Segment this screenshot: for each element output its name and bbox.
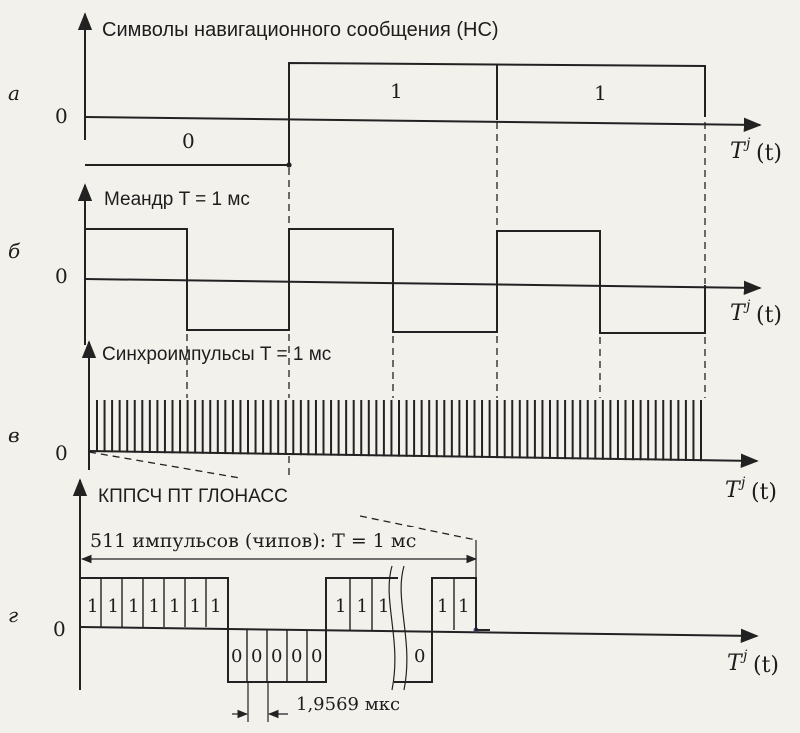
chip-label-one: 1 <box>210 596 222 617</box>
panel-b-title: Меандр T = 1 мс <box>104 189 250 210</box>
chip-label-one: 1 <box>378 596 390 617</box>
chip-label-zero-break: 0 <box>414 646 426 667</box>
panel-a-title: Символы навигационного сообщения (НС) <box>102 19 499 41</box>
axis-label-sup: j <box>746 298 751 314</box>
axis-label-arg: (t) <box>756 141 783 166</box>
chip-label-one: 1 <box>128 596 140 617</box>
panel-b-letter: б <box>8 239 21 263</box>
panel-a-zero: 0 <box>55 104 68 128</box>
panel-c-zero: 0 <box>55 441 68 465</box>
chip-label-one: 1 <box>458 596 470 617</box>
span-label: 511 импульсов (чипов): T = 1 мс <box>90 530 417 552</box>
axis-label-arg: (t) <box>751 480 778 505</box>
chip-label-zero: 0 <box>231 646 243 667</box>
panel-d-title: КППСЧ ПТ ГЛОНАСС <box>98 486 288 507</box>
panel-d-letter: г <box>8 603 19 627</box>
panel-d-time-axis <box>80 627 757 636</box>
panel-b <box>8 185 782 345</box>
chip-label-zero: 0 <box>291 646 303 667</box>
panel-c-letter: в <box>8 423 20 447</box>
panel-a <box>8 14 782 168</box>
chip-width-label: 1,9569 мкс <box>296 694 401 715</box>
panel-c-title: Синхроимпульсы T = 1 мс <box>102 344 332 365</box>
panel-d-zero: 0 <box>53 617 66 641</box>
chip-label-zero: 0 <box>271 646 283 667</box>
chip-label-one: 1 <box>87 596 99 617</box>
axis-label-sup: j <box>746 136 751 152</box>
zoom-guide-left <box>89 452 240 478</box>
nav-symbol-2: 1 <box>390 79 403 103</box>
panel-d <box>8 480 779 722</box>
chip-label-one: 1 <box>107 596 119 617</box>
chip-label-one: 1 <box>335 596 347 617</box>
chip-label-one: 1 <box>437 596 449 617</box>
nav-symbol-1: 0 <box>182 129 195 153</box>
chip-label-one: 1 <box>356 596 368 617</box>
nav-symbol-3: 1 <box>594 81 607 105</box>
chip-label-zero: 0 <box>251 646 263 667</box>
panel-b-zero: 0 <box>55 264 68 288</box>
chip-label-zero: 0 <box>311 646 323 667</box>
axis-label-sup: j <box>741 475 746 491</box>
axis-label-main: T <box>725 478 740 503</box>
axis-label-arg: (t) <box>753 653 780 678</box>
panel-a-axis-label <box>730 136 782 166</box>
panel-c-axis-label <box>725 475 777 505</box>
sync-pulse-train <box>97 400 701 461</box>
break-mark-1 <box>389 566 395 690</box>
chip-label-one: 1 <box>189 596 201 617</box>
axis-label-main: T <box>730 301 745 326</box>
axis-label-arg: (t) <box>756 303 783 328</box>
panel-b-axis-label <box>730 298 782 328</box>
panel-d-axis-label <box>727 648 779 678</box>
break-mark-2 <box>401 566 407 690</box>
panel-a-time-axis <box>85 117 760 125</box>
axis-label-main: T <box>727 651 742 676</box>
transition-dot <box>286 162 291 167</box>
axis-label-sup: j <box>743 648 748 664</box>
chip-label-one: 1 <box>148 596 160 617</box>
axis-label-main: T <box>730 139 745 164</box>
chip-label-one: 1 <box>169 596 181 617</box>
panel-c-time-axis <box>89 451 757 461</box>
panel-a-letter: а <box>8 81 20 105</box>
